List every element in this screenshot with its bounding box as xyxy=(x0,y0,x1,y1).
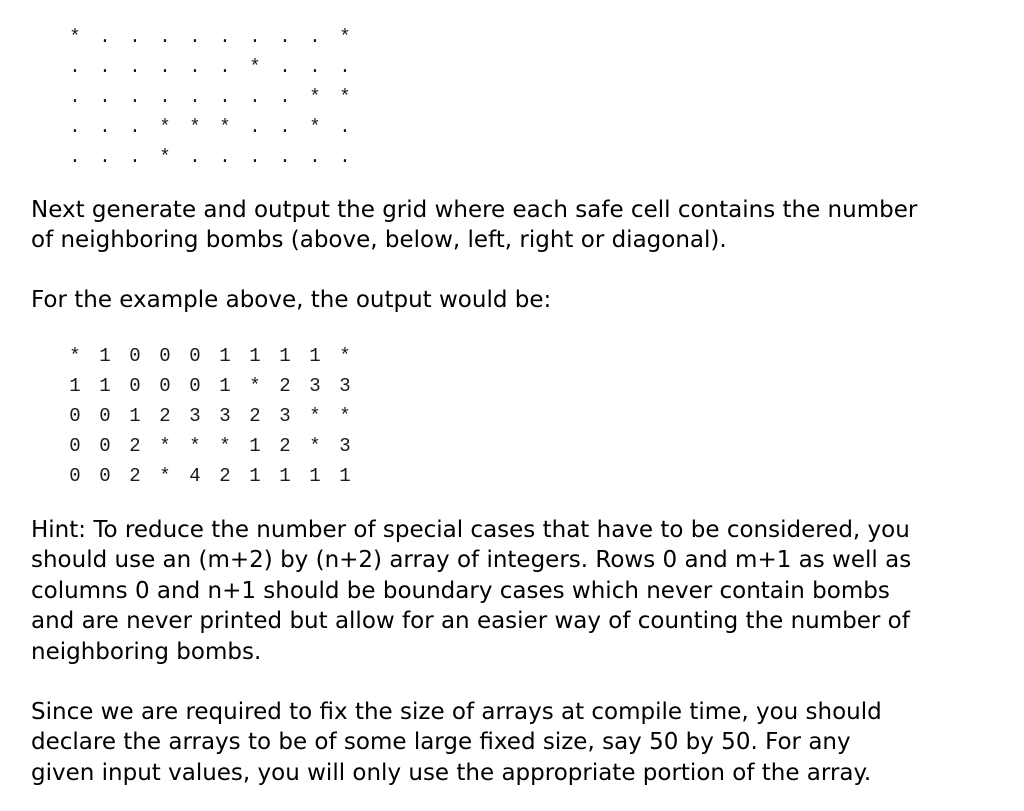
grid-cell: * xyxy=(219,435,231,457)
grid-cell: * xyxy=(189,116,201,138)
grid-cell: . xyxy=(339,146,351,168)
grid-cell: . xyxy=(279,146,291,168)
grid-cell: 0 xyxy=(69,435,81,457)
grid-cell: 0 xyxy=(189,345,201,367)
grid-cell: . xyxy=(249,116,261,138)
grid-cell: * xyxy=(159,116,171,138)
grid-cell: . xyxy=(99,86,111,108)
grid-cell: * xyxy=(159,465,171,487)
grid-cell: * xyxy=(189,435,201,457)
grid-cell: * xyxy=(219,116,231,138)
grid-cell: 2 xyxy=(279,435,291,457)
text-line: should use an (m+2) by (n+2) array of integers. Rows 0 and m+1 as well as xyxy=(31,547,912,574)
grid-cell: . xyxy=(99,116,111,138)
grid-cell: 0 xyxy=(69,405,81,427)
grid-cell: . xyxy=(129,56,141,78)
grid-cell: 0 xyxy=(159,375,171,397)
grid-cell: 1 xyxy=(279,465,291,487)
grid-cell: . xyxy=(219,146,231,168)
paragraph-example-intro xyxy=(31,285,1006,315)
text-line: declare the arrays to be of some large fixed size, say 50 by 50. For any xyxy=(31,729,851,756)
grid-cell: 1 xyxy=(219,375,231,397)
grid-cell: . xyxy=(189,56,201,78)
grid-cell: * xyxy=(69,345,81,367)
grid-cell: . xyxy=(129,116,141,138)
grid-cell: 1 xyxy=(219,345,231,367)
grid-cell: . xyxy=(129,146,141,168)
text-line: of neighboring bombs (above, below, left, right or diagonal). xyxy=(31,227,727,254)
grid-cell: 0 xyxy=(99,405,111,427)
grid-cell: 1 xyxy=(249,465,261,487)
grid-cell: 1 xyxy=(249,345,261,367)
grid-cell: 4 xyxy=(189,465,201,487)
grid-cell: * xyxy=(339,345,351,367)
grid-cell: 3 xyxy=(189,405,201,427)
text-line: columns 0 and n+1 should be boundary cases which never contain bombs xyxy=(31,577,890,604)
grid-cell: . xyxy=(249,26,261,48)
grid-cell: . xyxy=(159,86,171,108)
grid-cell: 0 xyxy=(99,435,111,457)
grid-cell: 3 xyxy=(309,375,321,397)
grid-cell: 1 xyxy=(99,345,111,367)
grid-cell: . xyxy=(99,26,111,48)
grid-cell: * xyxy=(309,86,321,108)
grid-cell: 1 xyxy=(69,375,81,397)
grid-cell: 3 xyxy=(339,435,351,457)
grid-cell: * xyxy=(159,146,171,168)
grid-cell: 2 xyxy=(159,405,171,427)
grid-cell: . xyxy=(279,86,291,108)
grid-cell: 0 xyxy=(69,465,81,487)
grid-cell: 1 xyxy=(249,435,261,457)
grid-cell: * xyxy=(249,56,261,78)
grid-cell: * xyxy=(159,435,171,457)
grid-cell: 2 xyxy=(129,465,141,487)
grid-cell: 2 xyxy=(129,435,141,457)
grid-cell: 0 xyxy=(99,465,111,487)
grid-cell: . xyxy=(69,116,81,138)
grid-cell: * xyxy=(309,435,321,457)
grid-cell: 0 xyxy=(129,375,141,397)
text-line: Since we are required to fix the size of arrays at compile time, you should xyxy=(31,699,882,725)
grid-cell: . xyxy=(279,56,291,78)
grid-cell: 1 xyxy=(339,465,351,487)
grid-cell: . xyxy=(159,26,171,48)
grid-cell: . xyxy=(69,146,81,168)
grid-cell: 1 xyxy=(309,345,321,367)
grid-cell: . xyxy=(309,146,321,168)
grid-cell: . xyxy=(99,146,111,168)
grid-cell: . xyxy=(219,86,231,108)
grid-cell: 0 xyxy=(189,375,201,397)
grid-cell: . xyxy=(339,116,351,138)
grid-cell: . xyxy=(219,56,231,78)
grid-cell: 0 xyxy=(129,345,141,367)
grid-cell: 2 xyxy=(279,375,291,397)
grid-cell: 0 xyxy=(159,345,171,367)
grid-cell: . xyxy=(189,146,201,168)
grid-cell: 3 xyxy=(279,405,291,427)
paragraph-array-size xyxy=(31,697,1006,788)
paragraph-hint xyxy=(31,515,1006,667)
grid-cell: * xyxy=(249,375,261,397)
grid-cell: 1 xyxy=(309,465,321,487)
grid-cell: . xyxy=(99,56,111,78)
paragraph-next-generate xyxy=(31,195,1006,256)
grid-cell: * xyxy=(339,405,351,427)
grid-cell: 2 xyxy=(219,465,231,487)
grid-cell: 1 xyxy=(279,345,291,367)
grid-cell: 1 xyxy=(99,375,111,397)
text-line: Next generate and output the grid where each safe cell contains the number xyxy=(31,197,918,223)
text-line: For the example above, the output would be: xyxy=(31,287,552,313)
grid-cell: . xyxy=(129,86,141,108)
grid-cell: . xyxy=(249,146,261,168)
text-line: given input values, you will only use the appropriate portion of the array. xyxy=(31,759,872,786)
text-line: and are never printed but allow for an easier way of counting the number of xyxy=(31,608,910,635)
grid-cell: * xyxy=(339,26,351,48)
grid-cell: 3 xyxy=(219,405,231,427)
grid-cell: . xyxy=(279,116,291,138)
grid-cell: * xyxy=(309,405,321,427)
grid-cell: . xyxy=(129,26,141,48)
grid-cell: . xyxy=(69,56,81,78)
grid-cell: . xyxy=(159,56,171,78)
grid-cell: * xyxy=(69,26,81,48)
grid-cell: * xyxy=(309,116,321,138)
grid-cell: . xyxy=(189,86,201,108)
grid-cell: * xyxy=(339,86,351,108)
grid-cell: 1 xyxy=(129,405,141,427)
grid-cell: . xyxy=(309,26,321,48)
grid-cell: . xyxy=(309,56,321,78)
grid-cell: . xyxy=(339,56,351,78)
grid-cell: . xyxy=(279,26,291,48)
grid-cell: . xyxy=(69,86,81,108)
text-line: Hint: To reduce the number of special cases that have to be considered, you xyxy=(31,517,910,543)
grid-cell: . xyxy=(189,26,201,48)
grid-cell: . xyxy=(219,26,231,48)
grid-cell: . xyxy=(249,86,261,108)
grid-cell: 2 xyxy=(249,405,261,427)
grid-cell: 3 xyxy=(339,375,351,397)
text-line: neighboring bombs. xyxy=(31,638,262,665)
